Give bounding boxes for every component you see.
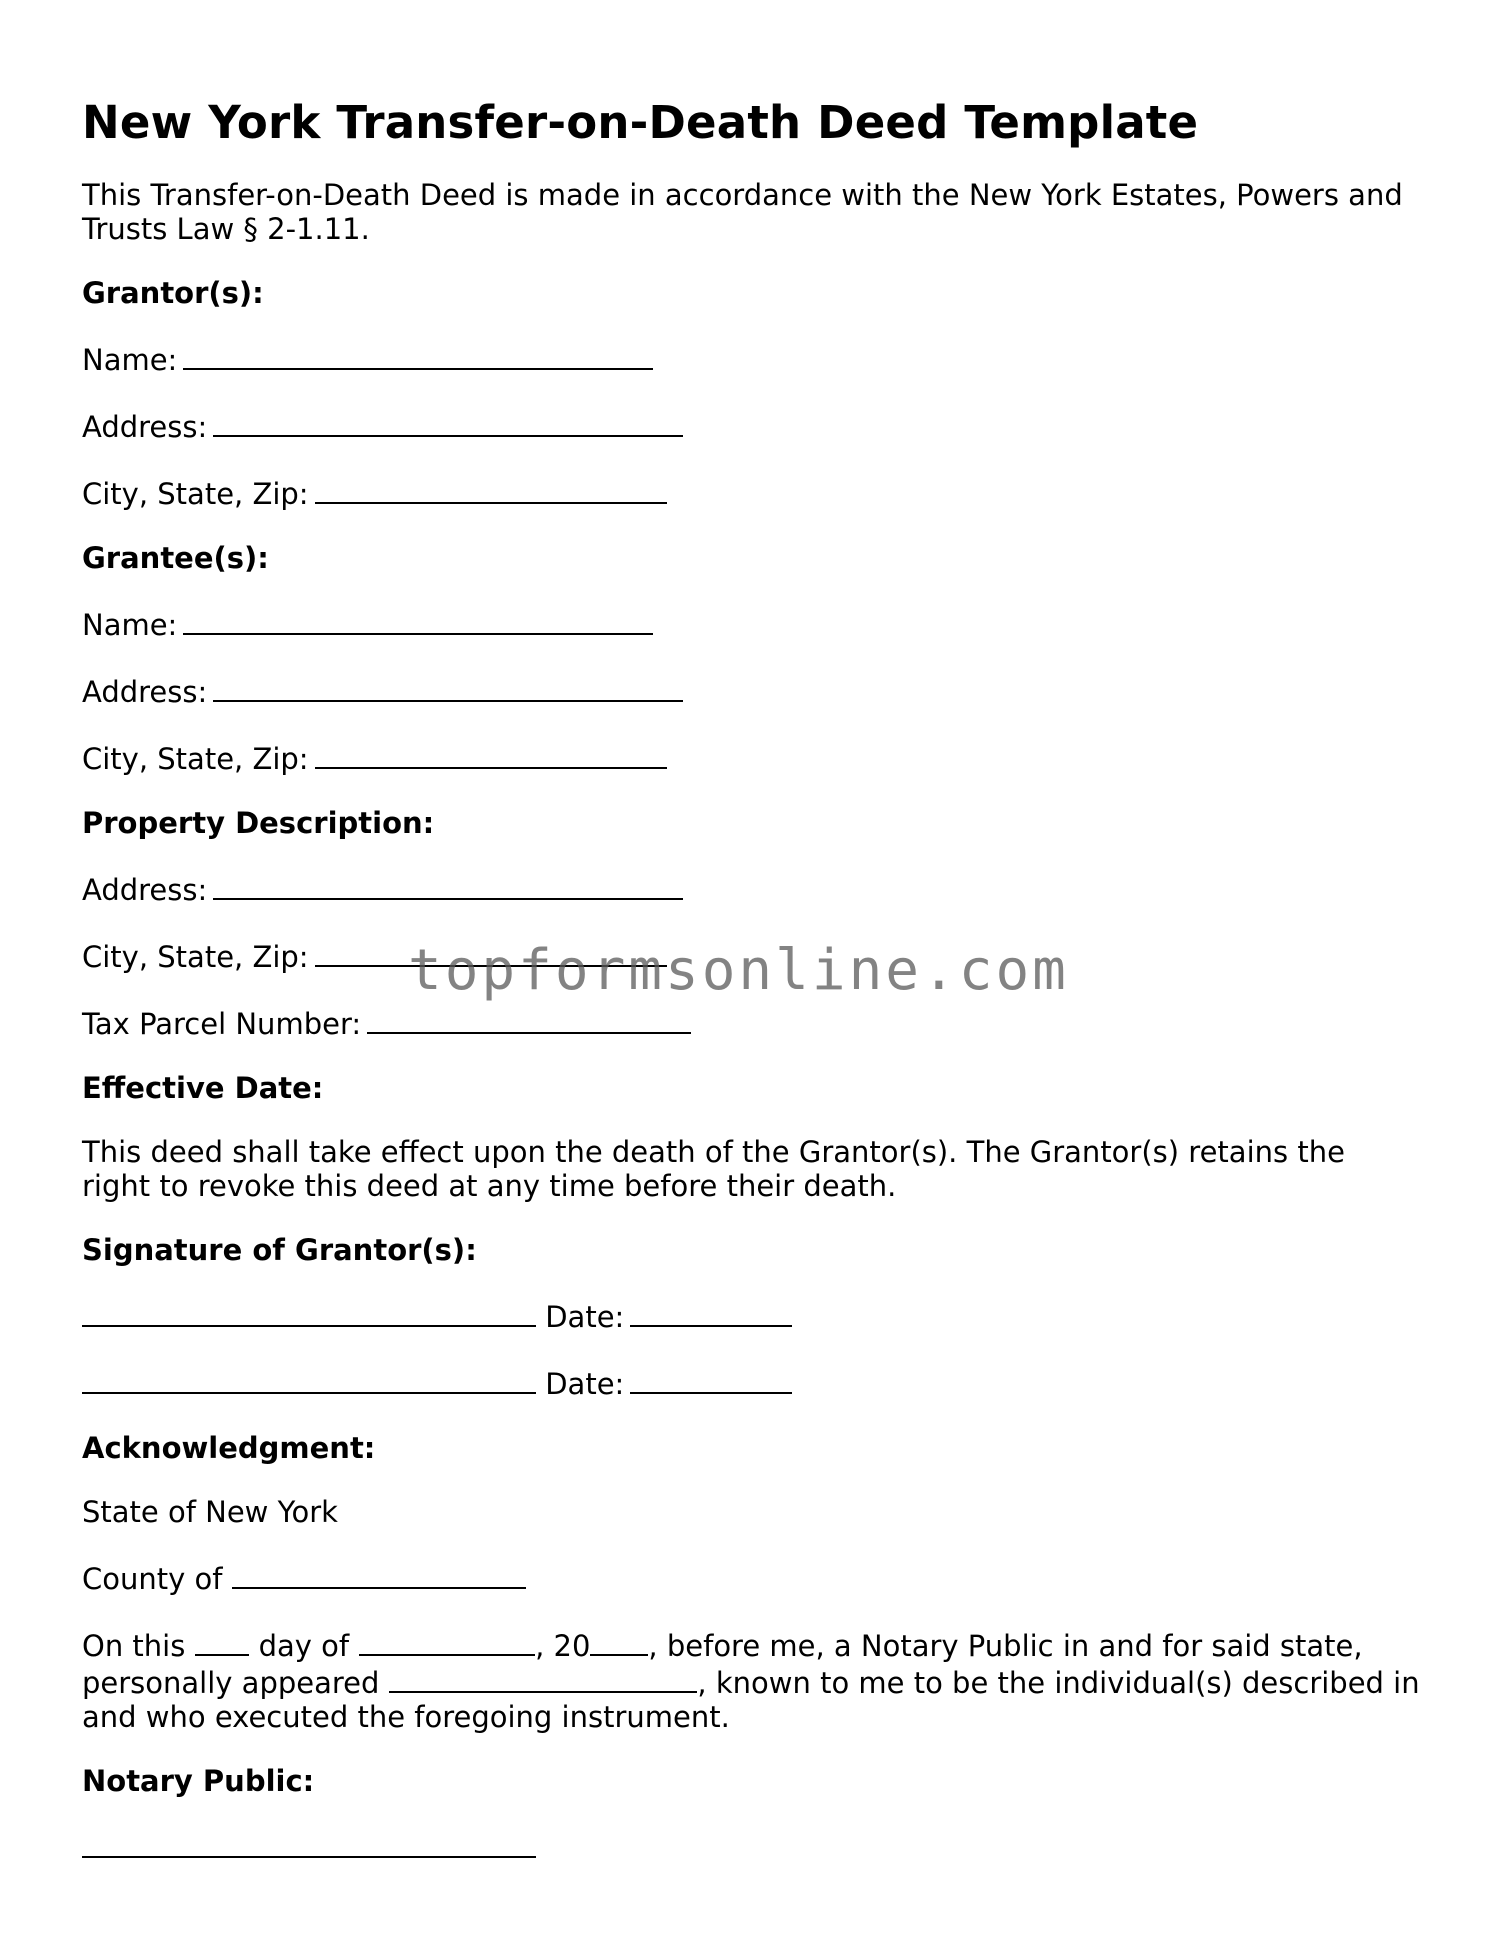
grantor-heading: Grantor(s):: [82, 276, 264, 310]
acknowledgment-statement: [82, 1626, 1422, 1734]
grantee-heading: Grantee(s):: [82, 541, 269, 575]
grantee-address-row: [82, 672, 1422, 709]
property-city-label: City, State, Zip:: [82, 940, 309, 974]
notary-signature-row: [82, 1828, 1422, 1865]
before-me-text: , before me, a Notary Public in and for said state, personally appeared: [82, 1629, 1363, 1700]
grantee-address-field[interactable]: [213, 672, 683, 702]
signature-date-field-2[interactable]: [630, 1364, 792, 1394]
appeared-name-field[interactable]: [389, 1663, 697, 1693]
document-page: [82, 96, 1422, 1895]
year-field[interactable]: [590, 1626, 648, 1656]
property-address-field[interactable]: [213, 870, 683, 900]
signature-heading: Signature of Grantor(s):: [82, 1233, 477, 1267]
acknowledgment-county-row: [82, 1559, 1422, 1596]
signature-date-label-1: Date:: [545, 1300, 625, 1334]
property-address-row: [82, 870, 1422, 907]
grantee-name-label: Name:: [82, 608, 178, 642]
signature-date-label-2: Date:: [545, 1367, 625, 1401]
county-field[interactable]: [232, 1559, 526, 1589]
acknowledgment-state: State of New York: [82, 1495, 338, 1529]
signature-field-1[interactable]: [82, 1297, 536, 1327]
notary-heading: Notary Public:: [82, 1764, 315, 1798]
acknowledgment-heading: Acknowledgment:: [82, 1431, 376, 1465]
watermark: topformsonline.com: [408, 938, 1069, 1003]
day-field[interactable]: [195, 1626, 249, 1656]
county-label: County of: [82, 1562, 223, 1596]
signature-field-2[interactable]: [82, 1364, 536, 1394]
intro-paragraph: This Transfer-on-Death Deed is made in accordance with the New York Estates, Powers and Trusts Law § 2-1.11.: [82, 178, 1403, 246]
grantee-city-label: City, State, Zip:: [82, 742, 309, 776]
property-heading: Property Description:: [82, 806, 435, 840]
property-address-label: Address:: [82, 873, 208, 907]
grantee-city-row: [82, 739, 1422, 776]
grantee-address-label: Address:: [82, 675, 208, 709]
property-parcel-field[interactable]: [367, 1004, 691, 1034]
grantor-name-label: Name:: [82, 343, 178, 377]
grantor-address-label: Address:: [82, 410, 208, 444]
grantee-name-row: [82, 605, 1422, 642]
effective-heading: Effective Date:: [82, 1071, 324, 1105]
grantee-city-field[interactable]: [315, 739, 667, 769]
grantor-name-row: [82, 340, 1422, 377]
grantor-city-label: City, State, Zip:: [82, 477, 309, 511]
grantor-city-row: [82, 474, 1422, 511]
notary-signature-field[interactable]: [82, 1828, 536, 1858]
grantor-address-row: [82, 407, 1422, 444]
grantee-name-field[interactable]: [183, 605, 653, 635]
grantor-city-field[interactable]: [315, 474, 667, 504]
month-field[interactable]: [359, 1626, 535, 1656]
grantor-address-field[interactable]: [213, 407, 683, 437]
signature-row-2: [82, 1364, 1422, 1401]
signature-row-1: [82, 1297, 1422, 1334]
grantor-name-field[interactable]: [183, 340, 653, 370]
day-of-label: day of: [258, 1629, 350, 1663]
year-prefix-label: , 20: [535, 1629, 591, 1663]
effective-text: This deed shall take effect upon the death of the Grantor(s). The Grantor(s) retains the right to revoke this deed at any time before their death.: [82, 1135, 1345, 1203]
page-title: New York Transfer-on-Death Deed Template: [82, 96, 1199, 149]
known-text: , known to me to be the individual(s) described in and who executed the foregoing instrument.: [82, 1666, 1420, 1734]
property-parcel-row: [82, 1004, 1422, 1041]
property-city-row: [82, 937, 1422, 974]
on-this-label: On this: [82, 1629, 186, 1663]
signature-date-field-1[interactable]: [630, 1297, 792, 1327]
property-city-field[interactable]: [315, 937, 667, 967]
property-parcel-label: Tax Parcel Number:: [82, 1007, 362, 1041]
